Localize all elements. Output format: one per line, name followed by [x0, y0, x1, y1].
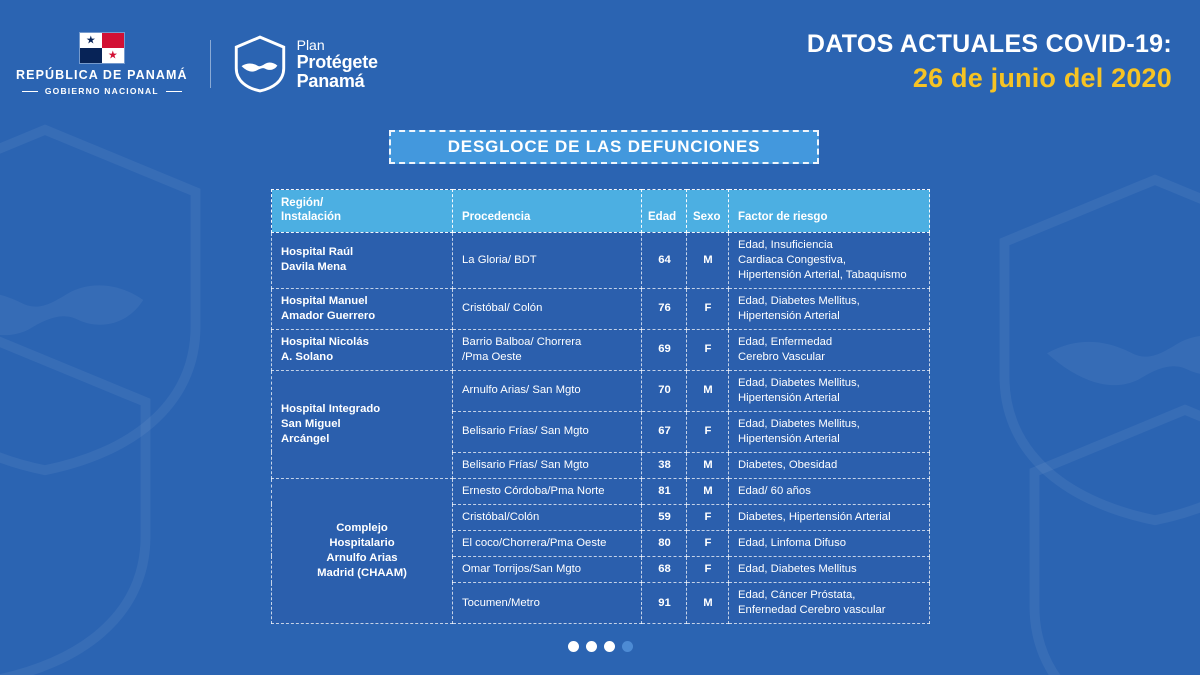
pagination-dot-1[interactable]: [568, 641, 579, 652]
section-banner-label: DESGLOCE DE LAS DEFUNCIONES: [447, 137, 761, 156]
cell-factor-de-riesgo: [729, 504, 930, 530]
procedencia-line: Ernesto Córdoba/Pma Norte: [462, 484, 605, 497]
plan-word-protegete: Protégete: [296, 52, 378, 72]
cell-sexo: F: [687, 504, 729, 530]
pagination-dots[interactable]: [0, 641, 1200, 652]
procedencia-line: La Gloria/ BDT: [462, 253, 537, 266]
cell-procedencia: [453, 288, 642, 329]
cell-sexo: F: [687, 288, 729, 329]
brand-divider: [210, 40, 211, 88]
table-row: [272, 329, 930, 370]
factor-line: Edad, Diabetes Mellitus,: [738, 376, 860, 389]
cell-sexo: F: [687, 411, 729, 452]
cell-sexo: M: [687, 452, 729, 478]
column-header-factor-de-riesgo: Factor de riesgo: [729, 190, 930, 233]
cell-sexo: M: [687, 583, 729, 624]
republic-subtitle-label: GOBIERNO NACIONAL: [44, 86, 159, 96]
cell-edad: 80: [642, 530, 687, 556]
region-line: Complejo: [336, 521, 388, 534]
cell-region-instalacion: [272, 329, 453, 370]
republic-subtitle: [22, 86, 182, 96]
factor-line: Hipertensión Arterial: [738, 309, 840, 322]
cell-edad: 59: [642, 504, 687, 530]
column-header-procedencia: Procedencia: [453, 190, 642, 233]
factor-line: Edad, Diabetes Mellitus: [738, 562, 857, 575]
cell-region-instalacion: [272, 478, 453, 623]
cell-edad: 91: [642, 583, 687, 624]
cell-edad: 38: [642, 452, 687, 478]
cell-sexo: M: [687, 232, 729, 288]
cell-procedencia: [453, 452, 642, 478]
table-row: [272, 288, 930, 329]
page-header: [0, 0, 1200, 112]
procedencia-line: /Pma Oeste: [462, 350, 522, 363]
region-line: Arnulfo Arias: [326, 551, 398, 564]
region-line: Hospital Manuel: [281, 294, 368, 307]
factor-line: Cardiaca Congestiva,: [738, 253, 847, 266]
procedencia-line: Cristóbal/Colón: [462, 510, 540, 523]
factor-line: Edad/ 60 años: [738, 484, 811, 497]
region-line: San Miguel: [281, 417, 341, 430]
cell-region-instalacion: [272, 232, 453, 288]
cell-factor-de-riesgo: [729, 288, 930, 329]
procedencia-line: Belisario Frías/ San Mgto: [462, 458, 589, 471]
pagination-dot-3[interactable]: [604, 641, 615, 652]
cell-procedencia: [453, 530, 642, 556]
header-title-block: [807, 30, 1172, 94]
column-header-region-line1: Región/: [281, 197, 324, 209]
table-row: [272, 370, 930, 411]
procedencia-line: Barrio Balboa/ Chorrera: [462, 335, 582, 348]
cell-sexo: M: [687, 478, 729, 504]
republic-name: REPÚBLICA DE PANAMÁ: [16, 68, 188, 82]
cell-factor-de-riesgo: [729, 370, 930, 411]
cell-factor-de-riesgo: [729, 411, 930, 452]
cell-sexo: F: [687, 556, 729, 582]
plan-wordmark: [297, 38, 378, 90]
cell-procedencia: [453, 478, 642, 504]
section-banner-box: [389, 130, 819, 164]
column-header-region: [272, 190, 453, 233]
procedencia-line: Tocumen/Metro: [462, 596, 540, 609]
cell-sexo: F: [687, 530, 729, 556]
region-line: Amador Guerrero: [281, 309, 376, 322]
cell-procedencia: [453, 232, 642, 288]
table-row: [272, 478, 930, 504]
region-line: Hospital Nicolás: [281, 335, 369, 348]
shield-watermark-left: [0, 330, 160, 675]
cell-procedencia: [453, 583, 642, 624]
section-banner: [389, 130, 819, 164]
table-header: [272, 190, 930, 233]
cell-factor-de-riesgo: [729, 478, 930, 504]
cell-edad: 64: [642, 232, 687, 288]
cell-factor-de-riesgo: [729, 452, 930, 478]
cell-edad: 70: [642, 370, 687, 411]
plan-protegete-panama-logo: [233, 35, 378, 93]
rule-left-icon: [22, 91, 38, 92]
region-line: Hospital Raúl: [281, 246, 354, 259]
cell-edad: 76: [642, 288, 687, 329]
procedencia-line: El coco/Chorrera/Pma Oeste: [462, 536, 607, 549]
cell-edad: 67: [642, 411, 687, 452]
region-line: Hospitalario: [329, 536, 395, 549]
branding-group: [16, 32, 378, 96]
deaths-breakdown-table-wrapper: [271, 189, 929, 624]
factor-line: Edad, Insuficiencia: [738, 238, 833, 251]
cell-sexo: M: [687, 370, 729, 411]
factor-line: Edad, Linfoma Difuso: [738, 536, 847, 549]
factor-line: Edad, Diabetes Mellitus,: [738, 417, 860, 430]
panama-flag-icon: ★ ★: [79, 32, 125, 64]
cell-sexo: F: [687, 329, 729, 370]
republic-of-panama-logo: [16, 32, 188, 96]
plan-word-panama: Panamá: [296, 71, 365, 91]
factor-line: Hipertensión Arterial: [738, 391, 840, 404]
cell-region-instalacion: [272, 288, 453, 329]
column-header-sexo: Sexo: [687, 190, 729, 233]
column-header-region-line2: Instalación: [281, 211, 342, 224]
region-line: Hospital Integrado: [281, 402, 381, 415]
shield-watermark-top-left: [0, 120, 210, 480]
procedencia-line: Omar Torrijos/San Mgto: [462, 562, 582, 575]
cell-factor-de-riesgo: [729, 583, 930, 624]
cell-factor-de-riesgo: [729, 232, 930, 288]
procedencia-line: Arnulfo Arias/ San Mgto: [462, 384, 581, 397]
table-body: [272, 232, 930, 623]
deaths-breakdown-table: [271, 189, 930, 624]
cell-procedencia: [453, 411, 642, 452]
factor-line: Hipertensión Arterial: [738, 432, 840, 445]
column-header-edad: Edad: [642, 190, 687, 233]
factor-line: Edad, Cáncer Próstata,: [738, 589, 856, 601]
procedencia-line: Cristóbal/ Colón: [462, 302, 543, 315]
table-header-row: [272, 190, 930, 233]
region-line: Madrid (CHAAM): [317, 567, 407, 579]
plan-shield-icon: [233, 35, 287, 93]
cell-region-instalacion: [272, 370, 453, 478]
cell-edad: 81: [642, 478, 687, 504]
factor-line: Cerebro Vascular: [738, 350, 826, 363]
region-line: Arcángel: [281, 432, 330, 445]
shield-watermark-right: [990, 170, 1200, 530]
region-line: Davila Mena: [281, 261, 347, 274]
cell-factor-de-riesgo: [729, 530, 930, 556]
procedencia-line: Belisario Frías/ San Mgto: [462, 425, 589, 438]
cell-factor-de-riesgo: [729, 556, 930, 582]
region-line: A. Solano: [281, 350, 334, 363]
plan-word-plan: Plan: [296, 37, 325, 53]
factor-line: Edad, Enfermedad: [738, 335, 833, 348]
pagination-dot-4[interactable]: [622, 641, 633, 652]
cell-procedencia: [453, 504, 642, 530]
table-row: [272, 232, 930, 288]
rule-right-icon: [166, 91, 182, 92]
cell-edad: 68: [642, 556, 687, 582]
factor-line: Enfernedad Cerebro vascular: [738, 604, 886, 617]
factor-line: Edad, Diabetes Mellitus,: [738, 294, 860, 307]
factor-line: Diabetes, Hipertensión Arterial: [738, 510, 891, 523]
factor-line: Hipertensión Arterial, Tabaquismo: [738, 268, 907, 281]
page-title: DATOS ACTUALES COVID-19:: [806, 30, 1172, 58]
pagination-dot-2[interactable]: [586, 641, 597, 652]
cell-procedencia: [453, 370, 642, 411]
factor-line: Diabetes, Obesidad: [738, 458, 838, 471]
cell-procedencia: [453, 329, 642, 370]
page-date: 26 de junio del 2020: [912, 63, 1172, 93]
cell-procedencia: [453, 556, 642, 582]
cell-factor-de-riesgo: [729, 329, 930, 370]
cell-edad: 69: [642, 329, 687, 370]
shield-watermark-bottom-right: [1020, 400, 1200, 675]
